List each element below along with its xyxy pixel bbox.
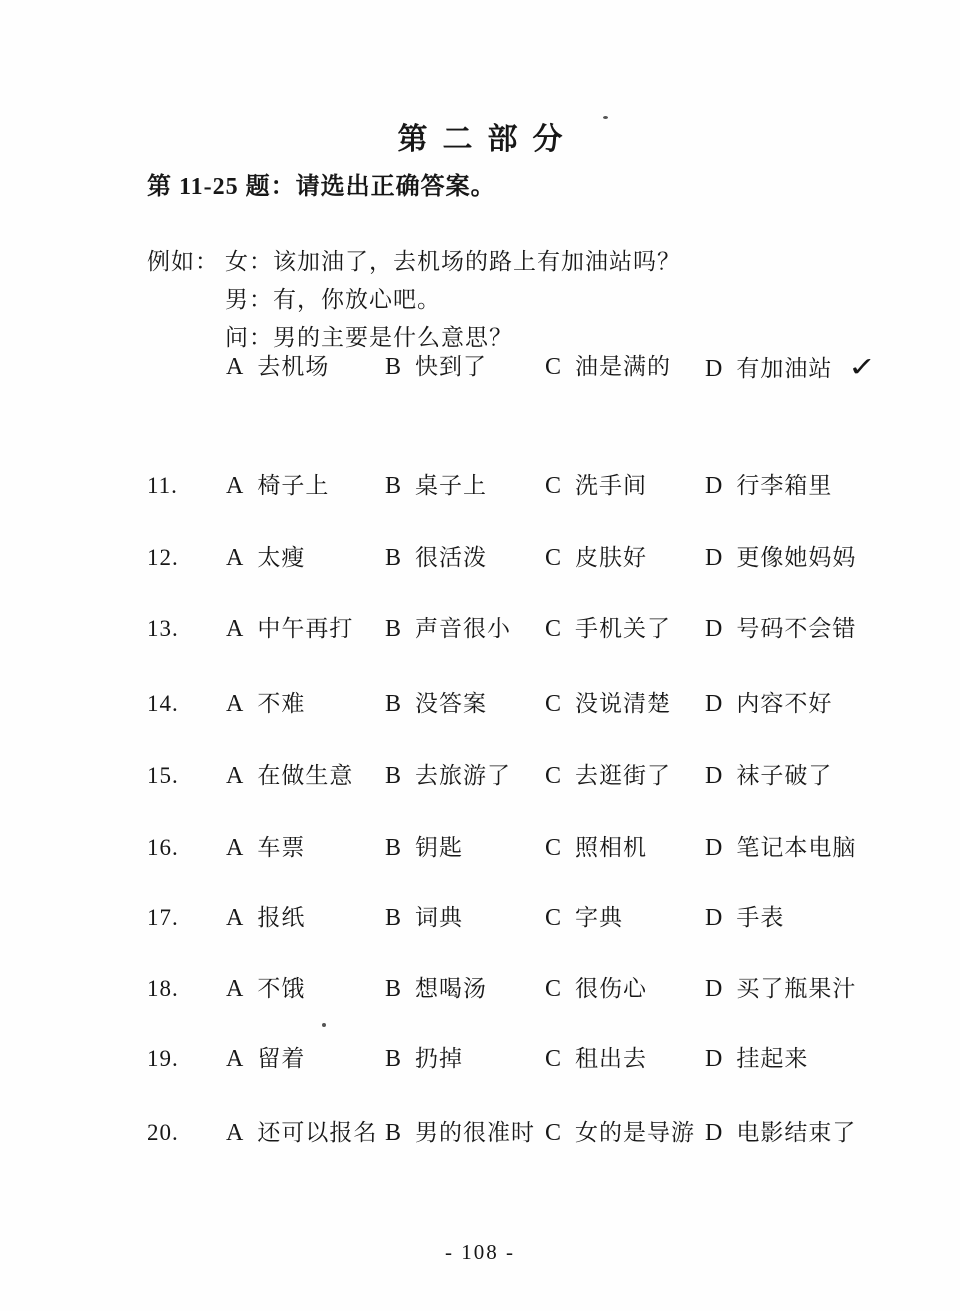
option-c [545, 542, 647, 574]
option-text: 桌子上 [415, 473, 488, 498]
option-text: 还可以报名 [257, 1120, 378, 1145]
option-text: 电影结束了 [736, 1120, 857, 1145]
option-text: 词典 [415, 905, 464, 930]
option-d [705, 760, 832, 792]
option-b [385, 542, 487, 574]
option-text: 女的是导游 [575, 1120, 696, 1145]
example-line-1 [147, 243, 681, 276]
question-number: 15. [147, 763, 179, 788]
example-label: 例如： [147, 249, 219, 274]
option-text: 在做生意 [257, 763, 354, 788]
option-letter: C [545, 835, 562, 861]
option-letter: A [226, 1120, 244, 1146]
dialogue-text: 该加油了，去机场的路上有加油站吗？ [273, 249, 681, 274]
option-a [226, 613, 353, 645]
question-number: 12. [147, 545, 179, 570]
option-b [385, 688, 487, 720]
option-letter: D [705, 976, 723, 1002]
option-text: 照相机 [575, 835, 648, 860]
option-text: 椅子上 [257, 473, 330, 498]
option-letter: C [545, 905, 562, 931]
option-a [226, 688, 305, 720]
option-letter: C [545, 1120, 562, 1146]
option-text: 不难 [257, 691, 306, 716]
option-b [385, 1043, 463, 1075]
option-letter: D [705, 835, 723, 861]
option-letter: D [705, 763, 723, 789]
option-c [545, 832, 647, 864]
option-letter: C [545, 691, 562, 717]
option-letter: B [385, 616, 402, 642]
option-a [226, 973, 305, 1005]
option-text: 袜子破了 [736, 763, 833, 788]
section-instruction: 第 11-25 题：请选出正确答案。 [147, 174, 496, 200]
option-text: 扔掉 [415, 1046, 464, 1071]
question-row [0, 902, 960, 934]
option-d [705, 470, 832, 502]
option-d [705, 902, 784, 934]
option-letter: A [226, 473, 244, 499]
option-letter: D [705, 545, 723, 571]
option-text: 报纸 [257, 905, 306, 930]
option-a [226, 832, 305, 864]
speaker-label: 女： [225, 249, 273, 274]
example-line-2 [225, 281, 441, 314]
option-d [705, 1117, 856, 1149]
question-number: 19. [147, 1046, 179, 1071]
option-b [385, 613, 511, 645]
option-d [705, 688, 832, 720]
option-letter: D [705, 356, 723, 382]
option-text: 快到了 [415, 354, 488, 379]
option-text: 行李箱里 [736, 473, 833, 498]
page-number: - 108 - [445, 1240, 515, 1264]
option-letter: D [705, 905, 723, 931]
option-c [545, 760, 671, 792]
option-letter: C [545, 976, 562, 1002]
option-letter: B [385, 835, 402, 861]
option-d [705, 613, 856, 645]
option-letter: A [226, 835, 244, 861]
option-letter: B [385, 1046, 402, 1072]
option-a [226, 470, 329, 502]
option-letter: C [545, 473, 562, 499]
question-row [0, 470, 960, 502]
question-row [0, 1117, 960, 1149]
option-letter: A [226, 905, 244, 931]
option-c [545, 351, 671, 383]
dialogue-text: 男的主要是什么意思？ [273, 325, 513, 350]
option-text: 皮肤好 [575, 545, 648, 570]
question-row [0, 688, 960, 720]
option-text: 去机场 [257, 354, 330, 379]
option-letter: D [705, 691, 723, 717]
option-text: 车票 [257, 835, 306, 860]
option-letter: A [226, 616, 244, 642]
option-text: 挂起来 [736, 1046, 809, 1071]
option-c [545, 1043, 647, 1075]
question-number: 17. [147, 905, 179, 930]
option-letter: D [705, 473, 723, 499]
dialogue-text: 有，你放心吧。 [273, 287, 441, 312]
speaker-label: 问： [225, 325, 273, 350]
scan-speck [322, 1023, 326, 1027]
option-a [226, 760, 353, 792]
option-d [705, 832, 856, 864]
example-line-3 [225, 319, 513, 352]
option-b [385, 351, 487, 383]
option-text: 手表 [736, 905, 785, 930]
question-number: 16. [147, 835, 179, 860]
option-text: 钥匙 [415, 835, 464, 860]
option-c [545, 973, 647, 1005]
option-text: 没答案 [415, 691, 488, 716]
option-letter: A [226, 354, 244, 380]
option-d [705, 973, 856, 1005]
option-letter: C [545, 763, 562, 789]
question-row [0, 973, 960, 1005]
option-letter: B [385, 1120, 402, 1146]
option-text: 很活泼 [415, 545, 488, 570]
example-options-row [0, 351, 960, 383]
option-text: 太瘦 [257, 545, 306, 570]
option-letter: D [705, 616, 723, 642]
question-row [0, 542, 960, 574]
option-text: 很伤心 [575, 976, 648, 1001]
option-b [385, 832, 463, 864]
option-text: 号码不会错 [736, 616, 857, 641]
question-row [0, 613, 960, 645]
option-letter: B [385, 354, 402, 380]
question-row [0, 760, 960, 792]
option-d [705, 542, 856, 574]
option-text: 手机关了 [575, 616, 672, 641]
option-b [385, 902, 463, 934]
question-row [0, 1043, 960, 1075]
option-text: 笔记本电脑 [736, 835, 857, 860]
option-text: 不饿 [257, 976, 306, 1001]
option-letter: B [385, 976, 402, 1002]
option-text: 去旅游了 [415, 763, 512, 788]
option-letter: A [226, 691, 244, 717]
option-letter: B [385, 545, 402, 571]
option-letter: B [385, 691, 402, 717]
option-text: 去逛街了 [575, 763, 672, 788]
option-text: 洗手间 [575, 473, 648, 498]
question-number: 13. [147, 616, 179, 641]
option-text: 想喝汤 [415, 976, 488, 1001]
option-a [226, 902, 305, 934]
check-icon: ✓ [848, 352, 877, 382]
option-letter: C [545, 354, 562, 380]
option-letter: D [705, 1120, 723, 1146]
option-b [385, 470, 487, 502]
option-a [226, 1117, 377, 1149]
option-letter: C [545, 545, 562, 571]
option-letter: C [545, 1046, 562, 1072]
question-number: 11. [147, 473, 178, 498]
option-letter: D [705, 1046, 723, 1072]
option-text: 中午再打 [257, 616, 354, 641]
option-letter: A [226, 1046, 244, 1072]
option-text: 内容不好 [736, 691, 833, 716]
option-text: 字典 [575, 905, 624, 930]
speaker-label: 男： [225, 287, 273, 312]
option-d [705, 1043, 808, 1075]
option-text: 留着 [257, 1046, 306, 1071]
question-number: 20. [147, 1120, 179, 1145]
option-letter: B [385, 905, 402, 931]
option-c [545, 1117, 695, 1149]
option-b [385, 760, 511, 792]
option-text: 租出去 [575, 1046, 648, 1071]
option-letter: A [226, 976, 244, 1002]
option-text: 声音很小 [415, 616, 512, 641]
option-letter: A [226, 545, 244, 571]
option-b [385, 973, 487, 1005]
option-b [385, 1117, 535, 1149]
option-text: 有加油站 [736, 356, 833, 381]
option-letter: C [545, 616, 562, 642]
option-text: 更像她妈妈 [736, 545, 857, 570]
option-a [226, 542, 305, 574]
option-letter: B [385, 763, 402, 789]
option-text: 买了瓶果汁 [736, 976, 857, 1001]
option-d [705, 351, 877, 385]
option-letter: A [226, 763, 244, 789]
option-text: 男的很准时 [415, 1120, 536, 1145]
option-text: 油是满的 [575, 354, 672, 379]
option-c [545, 613, 671, 645]
question-row [0, 832, 960, 864]
option-letter: B [385, 473, 402, 499]
question-number: 18. [147, 976, 179, 1001]
page-title: 第二部分 [397, 123, 578, 156]
question-number: 14. [147, 691, 179, 716]
option-a [226, 351, 329, 383]
option-a [226, 1043, 305, 1075]
option-c [545, 688, 671, 720]
option-c [545, 470, 647, 502]
option-c [545, 902, 623, 934]
option-text: 没说清楚 [575, 691, 672, 716]
